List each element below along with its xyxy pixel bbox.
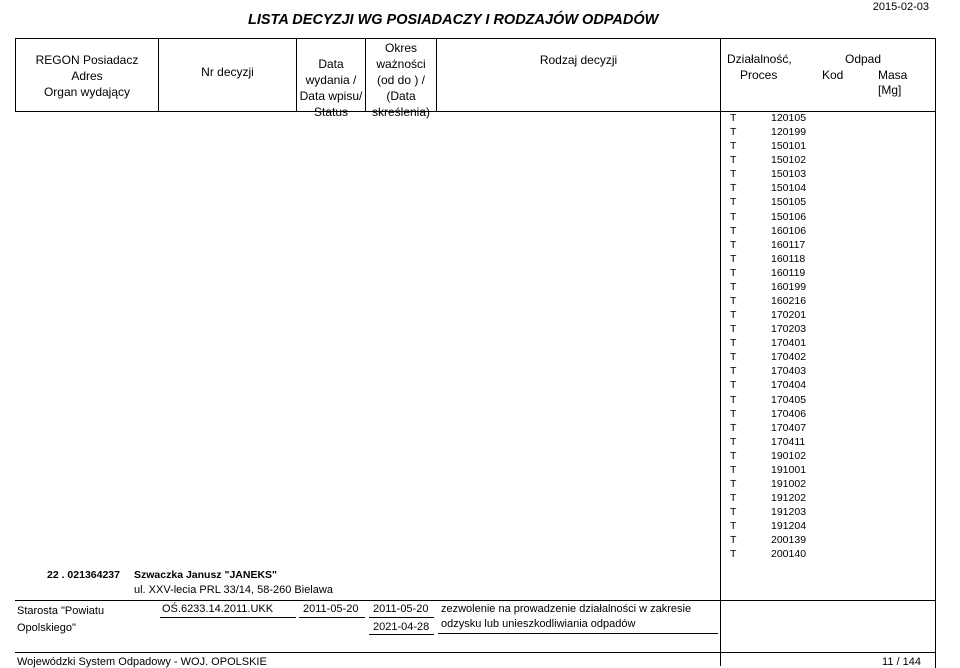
waste-code-row bbox=[726, 449, 806, 463]
header-masa: Masa bbox=[878, 68, 908, 82]
waste-code: 191002 bbox=[771, 478, 807, 491]
waste-code: 150101 bbox=[771, 140, 807, 153]
waste-code: 170401 bbox=[771, 337, 807, 350]
waste-code: 170406 bbox=[771, 407, 807, 420]
waste-code: 120199 bbox=[771, 126, 807, 139]
entry-holder-name: Szwaczka Janusz "JANEKS" bbox=[134, 569, 278, 581]
report-date: 2015-02-03 bbox=[872, 1, 929, 13]
waste-code: 170405 bbox=[771, 393, 807, 406]
header-masa-unit: [Mg] bbox=[878, 83, 902, 97]
process-code: T bbox=[730, 154, 737, 167]
waste-code: 120105 bbox=[771, 112, 807, 124]
waste-code: 160199 bbox=[771, 280, 807, 293]
process-code: T bbox=[730, 182, 737, 195]
waste-code-row bbox=[726, 308, 806, 322]
waste-code-row bbox=[726, 463, 806, 477]
waste-code-row bbox=[726, 139, 806, 153]
entry-organ: Starosta "Powiatu Opolskiego" bbox=[17, 605, 105, 634]
waste-code-row bbox=[726, 505, 806, 519]
entry-decision-number: OŚ.6233.14.2011.UKK bbox=[162, 603, 274, 615]
waste-code-row bbox=[726, 181, 806, 195]
header-odpad: Odpad bbox=[845, 52, 882, 66]
waste-code: 150102 bbox=[771, 154, 807, 167]
process-code: T bbox=[730, 112, 737, 124]
process-code: T bbox=[730, 252, 737, 265]
entry-valid-to: 2021-04-28 bbox=[373, 621, 430, 633]
footer-system-name: Wojewódzki System Odpadowy - WOJ. OPOLSKIE bbox=[17, 656, 267, 668]
header-nr-decyzji: Nr decyzji bbox=[201, 65, 254, 79]
waste-code-row bbox=[726, 421, 806, 435]
waste-code: 150104 bbox=[771, 182, 807, 195]
process-code: T bbox=[730, 295, 737, 308]
header-dzialalnosc: Działalność, bbox=[727, 52, 792, 66]
header-kod: Kod bbox=[822, 68, 844, 82]
waste-code: 191001 bbox=[771, 463, 807, 476]
process-code: T bbox=[730, 435, 737, 448]
waste-code: 170203 bbox=[771, 323, 807, 336]
process-code: T bbox=[730, 238, 737, 251]
waste-code-row bbox=[726, 125, 806, 139]
process-code: T bbox=[730, 168, 737, 181]
process-code: T bbox=[730, 478, 737, 491]
process-code: T bbox=[730, 323, 737, 336]
footer-page-number: 11 / 144 bbox=[882, 656, 921, 668]
waste-code-row bbox=[726, 519, 806, 533]
waste-code: 200140 bbox=[771, 548, 807, 561]
process-code: T bbox=[730, 379, 737, 392]
header-regon-posiadacz: REGON Posiadacz Adres Organ wydający bbox=[35, 53, 139, 99]
process-code: T bbox=[730, 140, 737, 153]
waste-code: 150106 bbox=[771, 210, 807, 223]
waste-code: 170403 bbox=[771, 365, 807, 378]
waste-code: 160117 bbox=[771, 238, 806, 251]
waste-code-row bbox=[726, 294, 806, 308]
process-code: T bbox=[730, 280, 737, 293]
waste-code-row bbox=[726, 336, 806, 350]
process-code: T bbox=[730, 210, 737, 223]
header-data-wydania: Data wydania / Data wpisu/ Status bbox=[299, 57, 363, 119]
waste-code: 191203 bbox=[771, 506, 807, 519]
waste-code-row bbox=[726, 280, 806, 294]
waste-code: 150105 bbox=[771, 196, 807, 209]
waste-code: 200139 bbox=[771, 534, 807, 547]
process-code: T bbox=[730, 266, 737, 279]
process-code: T bbox=[730, 449, 737, 462]
process-code: T bbox=[730, 351, 737, 364]
waste-code: 170404 bbox=[771, 379, 807, 392]
process-code: T bbox=[730, 463, 737, 476]
process-code: T bbox=[730, 534, 737, 547]
waste-code: 190102 bbox=[771, 449, 807, 462]
waste-code-row bbox=[726, 350, 806, 364]
process-code: T bbox=[730, 309, 737, 322]
entry-decision-type-line1: zezwolenie na prowadzenie działalności w zakresie bbox=[441, 603, 692, 615]
waste-code-row bbox=[726, 407, 806, 421]
process-code: T bbox=[730, 393, 737, 406]
waste-code-row bbox=[726, 195, 806, 209]
header-rodzaj-decyzji: Rodzaj decyzji bbox=[539, 53, 618, 67]
waste-code: 160106 bbox=[771, 224, 807, 237]
waste-code-row bbox=[726, 491, 806, 505]
process-code: T bbox=[730, 224, 737, 237]
process-code: T bbox=[730, 337, 737, 350]
entry-decision-type-line2: odzysku lub unieszkodliwiania odpadów bbox=[441, 618, 636, 630]
waste-code-list bbox=[726, 111, 806, 562]
header-okres-waznosci: Okres ważności (od do ) / (Data skreślenia) bbox=[371, 41, 431, 119]
waste-code: 170411 bbox=[771, 435, 806, 448]
waste-code-row bbox=[726, 533, 806, 547]
process-code: T bbox=[730, 506, 737, 519]
entry-regon: 22 . 021364237 bbox=[47, 569, 120, 581]
waste-code-row bbox=[726, 378, 806, 392]
waste-code-row bbox=[726, 210, 806, 224]
waste-code: 170402 bbox=[771, 351, 807, 364]
waste-code: 170201 bbox=[771, 309, 807, 322]
waste-code-row bbox=[726, 238, 806, 252]
waste-code-row bbox=[726, 111, 806, 125]
waste-code: 191202 bbox=[771, 492, 807, 505]
process-code: T bbox=[730, 365, 737, 378]
waste-code-row bbox=[726, 224, 806, 238]
waste-code: 150103 bbox=[771, 168, 807, 181]
waste-code-row bbox=[726, 393, 806, 407]
waste-code: 160119 bbox=[771, 266, 806, 279]
waste-code-row bbox=[726, 266, 806, 280]
waste-code: 170407 bbox=[771, 421, 807, 434]
waste-code: 191204 bbox=[771, 520, 807, 533]
waste-code-row bbox=[726, 252, 806, 266]
entry-issue-date: 2011-05-20 bbox=[303, 603, 359, 615]
waste-code: 160216 bbox=[771, 295, 807, 308]
header-proces: Proces bbox=[740, 68, 778, 82]
waste-code-row bbox=[726, 547, 806, 561]
waste-code-row bbox=[726, 435, 806, 449]
process-code: T bbox=[730, 548, 737, 561]
process-code: T bbox=[730, 196, 737, 209]
waste-code: 160118 bbox=[771, 252, 806, 265]
process-code: T bbox=[730, 421, 737, 434]
process-code: T bbox=[730, 126, 737, 139]
report-title: LISTA DECYZJI WG POSIADACZY I RODZAJÓW ODPADÓW bbox=[248, 12, 659, 28]
entry-valid-from: 2011-05-20 bbox=[373, 603, 429, 615]
waste-code-row bbox=[726, 153, 806, 167]
waste-code-row bbox=[726, 477, 806, 491]
waste-code-row bbox=[726, 167, 806, 181]
entry-address: ul. XXV-lecia PRL 33/14, 58-260 Bielawa bbox=[134, 584, 333, 596]
process-code: T bbox=[730, 407, 737, 420]
process-code: T bbox=[730, 520, 737, 533]
process-code: T bbox=[730, 492, 737, 505]
waste-code-row bbox=[726, 364, 806, 378]
waste-code-row bbox=[726, 322, 806, 336]
